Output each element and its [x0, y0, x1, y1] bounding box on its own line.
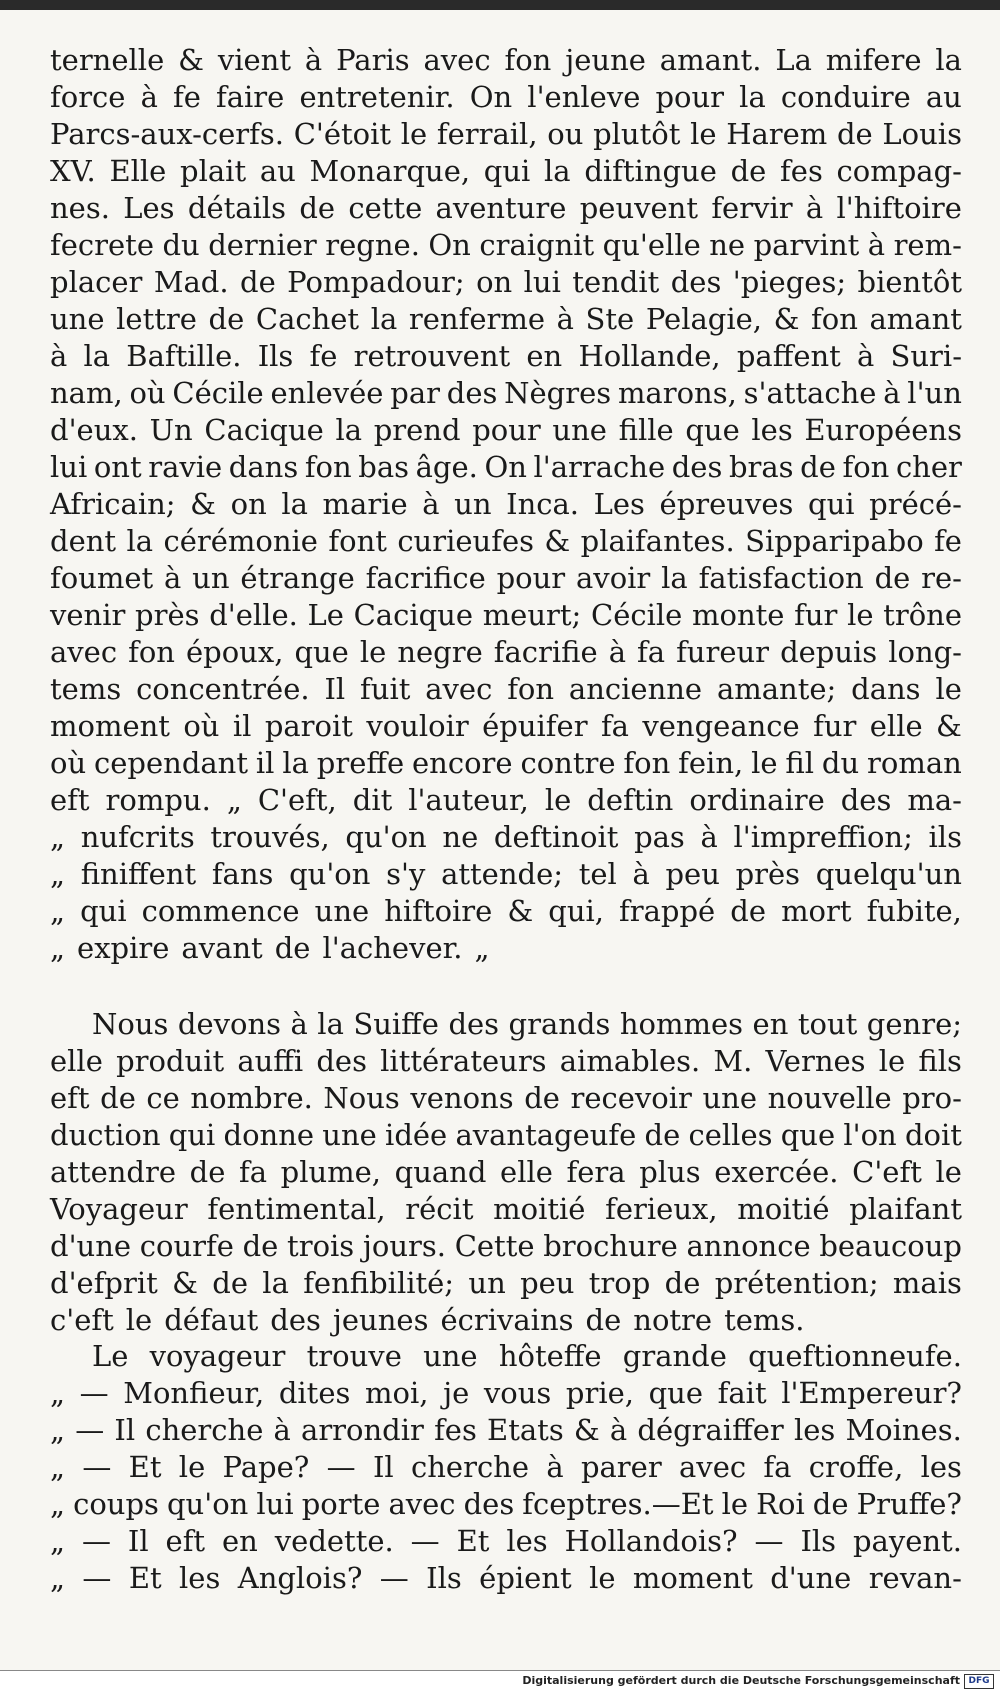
text-line: d'une courfe de trois jours. Cette brochure annonce beaucoup [50, 1229, 962, 1263]
text-line: eft de ce nombre. Nous venons de recevoir une nouvelle pro- [50, 1081, 962, 1115]
text-line: moment où il paroit vouloir épuifer fa vengeance fur elle & [50, 709, 962, 743]
paragraph-3 [50, 1338, 962, 1597]
text-line: c'eft le défaut des jeunes écrivains de notre tems. [50, 1303, 805, 1337]
text-line: d'efprit & de la fenfibilité; un peu trop de prétention; mais [50, 1266, 962, 1300]
text-line: „ finiffent fans qu'on s'y attende; tel à peu près quelqu'un [50, 857, 962, 891]
paragraph-2 [50, 1006, 962, 1339]
text-line: dent la cérémonie font curieufes & plaifantes. Sipparipabo fe [50, 524, 962, 558]
text-line: tems concentrée. Il fuit avec fon ancienne amante; dans le [50, 672, 962, 706]
text-line: nes. Les détails de cette aventure peuvent fervir à l'hiftoire [50, 191, 962, 225]
text-line: Nous devons à la Suiffe des grands hommes en tout genre; [92, 1007, 962, 1041]
text-line: duction qui donne une idée avantageufe de celles que l'on doit [50, 1118, 962, 1152]
text-line: elle produit auffi des littérateurs aimables. M. Vernes le fils [50, 1044, 962, 1078]
text-line: XV. Elle plait au Monarque, qui la diftingue de fes compag- [50, 154, 962, 188]
text-line: Parcs-aux-cerfs. C'étoit le ferrail, ou plutôt le Harem de Louis [50, 117, 962, 151]
text-line: „ qui commence une hiftoire & qui, frappé de mort fubite, [50, 894, 962, 928]
text-line: une lettre de Cachet la renferme à Ste Pelagie, & fon amant [50, 302, 962, 336]
text-line: „ — Et le Pape? — Il cherche à parer avec fa croffe, les [50, 1450, 962, 1484]
text-line: placer Mad. de Pompadour; on lui tendit des 'pieges; bientôt [50, 265, 962, 299]
text-line: „ — Monfieur, dites moi, je vous prie, que fait l'Empereur? [50, 1376, 962, 1410]
text-line: foumet à un étrange facrifice pour avoir la fatisfaction de re- [50, 561, 962, 595]
text-line: à la Baftille. Ils fe retrouvent en Hollande, paffent à Suri- [50, 339, 962, 373]
text-line: „ expire avant de l'achever. „ [50, 931, 490, 965]
text-line: venir près d'elle. Le Cacique meurt; Cécile monte fur le trône [50, 598, 962, 632]
text-line: Africain; & on la marie à un Inca. Les épreuves qui précé- [50, 487, 962, 521]
text-line: où cependant il la preffe encore contre fon fein, le fil du roman [50, 746, 962, 780]
footer-bar [0, 1670, 1000, 1691]
text-line: „ — Il cherche à arrondir fes Etats & à dégraiffer les Moines. [50, 1413, 962, 1447]
text-line: force à fe faire entretenir. On l'enleve pour la conduire au [50, 80, 962, 114]
text-line: Voyageur fentimental, récit moitié ferieux, moitié plaifant [50, 1192, 962, 1226]
text-line: „ coups qu'on lui porte avec des fceptres.—Et le Roi de Pruffe? [50, 1487, 962, 1521]
funding-credit: Digitalisierung gefördert durch die Deutsche Forschungsgemeinschaft [522, 1674, 960, 1687]
text-line: ternelle & vient à Paris avec fon jeune amant. La mifere la [50, 43, 962, 77]
text-line: Le voyageur trouve une hôteffe grande queftionneufe. [92, 1339, 962, 1373]
text-line: attendre de fa plume, quand elle fera plus exercée. C'eft le [50, 1155, 962, 1189]
text-line: „ nufcrits trouvés, qu'on ne deftinoit pas à l'impreffion; ils [50, 820, 962, 854]
text-line: fecrete du dernier regne. On craignit qu'elle ne parvint à rem- [50, 228, 962, 262]
text-line: avec fon époux, que le negre facrifie à fa fureur depuis long- [50, 635, 962, 669]
text-line: eft rompu. „ C'eft, dit l'auteur, le deftin ordinaire des ma- [50, 783, 962, 817]
text-line: nam, où Cécile enlevée par des Nègres marons, s'attache à l'un [50, 376, 962, 410]
dfg-logo-icon: DFG [964, 1674, 994, 1689]
text-line: lui ont ravie dans fon bas âge. On l'arrache des bras de fon cher [50, 450, 962, 484]
text-line: „ — Il eft en vedette. — Et les Hollandois? — Ils payent. [50, 1524, 962, 1558]
text-line: „ — Et les Anglois? — Ils épient le moment d'une revan- [50, 1561, 962, 1595]
text-line: d'eux. Un Cacique la prend pour une fille que les Européens [50, 413, 962, 447]
paragraph-1 [50, 42, 962, 967]
